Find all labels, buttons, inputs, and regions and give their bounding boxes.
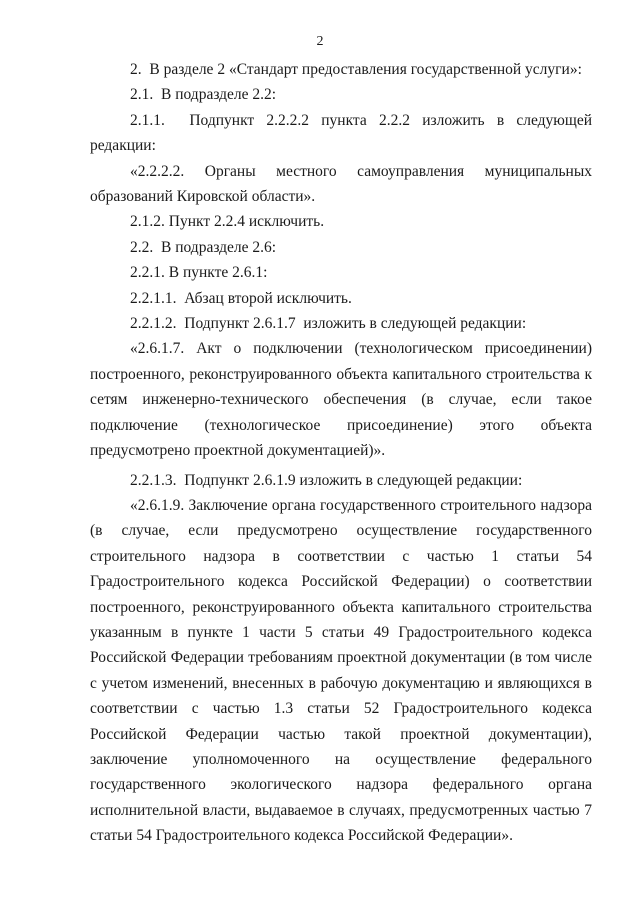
paragraph: «2.2.2.2. Органы местного самоуправления муниципальных образований Кировской области». bbox=[90, 162, 592, 206]
paragraph: 2.2. В подразделе 2.6: bbox=[130, 238, 277, 256]
paragraph: «2.6.1.9. Заключение органа государственного строительного надзора (в случае, если предусмотрено осуществление государственного строительного надзора в соответствии с частью 1 статьи 54 Градостроительного кодекса Российской Федерации) о соответствии построенного, реконструированного объекта капитального строительства указанным в пункте 1 части 5 статьи 49 Градостроительного кодекса Российской Федерации требованиям проектной документации (в том числе с учетом изменений, внесенных в рабочую документацию и являющихся в соответствии с частью 1.3 статьи 52 Градостроительного кодекса Российской Федерации частью такой проектной документации), заключение уполномоченного на осуществление федерального государственного экологического надзора федерального органа исполнительной власти, выдаваемое в случаях, предусмотренных частью 7 статьи 54 Градостроительного кодекса Российской Федерации». bbox=[90, 496, 592, 845]
paragraph: 2.2.1.2. Подпункт 2.6.1.7 изложить в следующей редакции: bbox=[130, 315, 527, 333]
paragraph: 2.1.2. Пункт 2.2.4 исключить. bbox=[130, 213, 325, 231]
paragraph: 2.1.1. Подпункт 2.2.2.2 пункта 2.2.2 изложить в следующей редакции: bbox=[90, 111, 592, 155]
document-body bbox=[90, 57, 592, 849]
paragraph: 2. В разделе 2 «Стандарт предоставления государственной услуги»: bbox=[130, 61, 582, 78]
page-number: 2 bbox=[316, 34, 324, 49]
paragraph: 2.1. В подразделе 2.2: bbox=[130, 86, 277, 104]
paragraph: 2.2.1.3. Подпункт 2.6.1.9 изложить в следующей редакции: bbox=[130, 471, 523, 489]
paragraph: «2.6.1.7. Акт о подключении (технологическом присоединении) построенного, реконструированного объекта капитального строительства к сетям инженерно-технического обеспечения (в случае, если такое подключение (технологическое присоединение) этого объекта предусмотрено проектной документацией)». bbox=[90, 340, 592, 460]
paragraph: 2.2.1.1. Абзац второй исключить. bbox=[130, 289, 352, 307]
paragraph: 2.2.1. В пункте 2.6.1: bbox=[130, 264, 268, 282]
